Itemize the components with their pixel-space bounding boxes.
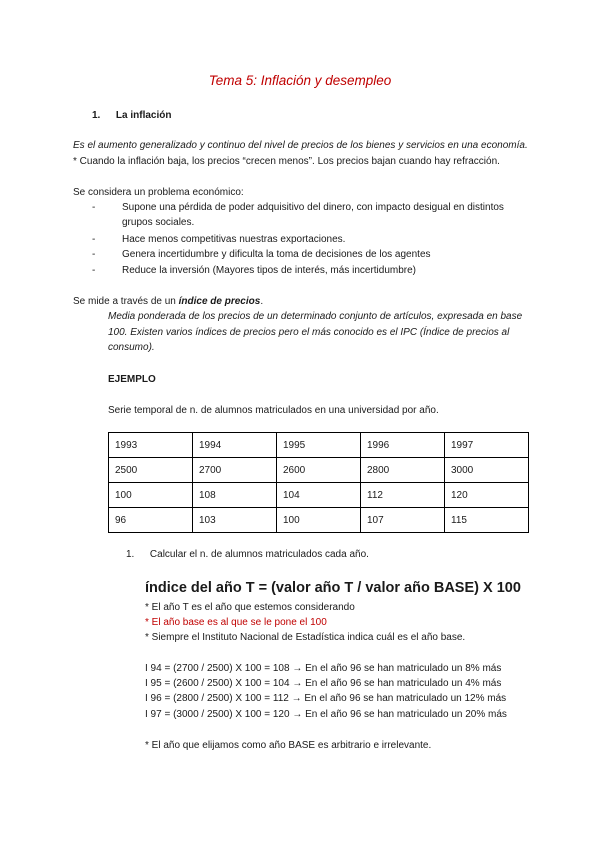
table-row xyxy=(109,458,529,483)
table-cell: 100 xyxy=(277,508,361,533)
list-item: - Supone una pérdida de poder adquisitivo del dinero, con impacto desigual en distintos xyxy=(92,202,504,213)
definition-text: Es el aumento generalizado y continuo del nivel de precios de los bienes y servicios en una economía. xyxy=(73,140,528,151)
table-cell: 108 xyxy=(193,483,277,508)
page-title: Tema 5: Inflación y desempleo xyxy=(208,73,392,88)
list-item-text: Supone una pérdida de poder adquisitivo del dinero, con impacto desigual en distintos xyxy=(122,202,504,213)
list-item-continuation: grupos sociales. xyxy=(122,217,195,228)
table-cell: 1993 xyxy=(109,433,193,458)
table-cell: 1995 xyxy=(277,433,361,458)
problem-intro: Se considera un problema económico: xyxy=(73,187,244,198)
list-item: - Genera incertidumbre y dificulta la toma de decisiones de los agentes xyxy=(92,249,431,260)
note-ine: * Siempre el Instituto Nacional de Estadística indica cuál es el año base. xyxy=(145,632,466,643)
data-table xyxy=(108,432,529,533)
series-caption: Serie temporal de n. de alumnos matriculados en una universidad por año. xyxy=(108,405,439,416)
table-cell: 2700 xyxy=(193,458,277,483)
final-note: * El año que elijamos como año BASE es arbitrario e irrelevante. xyxy=(145,740,432,751)
list-item: - Reduce la inversión (Mayores tipos de interés, más incertidumbre) xyxy=(92,265,417,276)
note-year-t: * El año T es el año que estemos considerando xyxy=(145,602,355,613)
index-definition-line: Media ponderada de los precios de un determinado conjunto de artículos, expresada en base xyxy=(108,311,523,322)
list-item-text: Reduce la inversión (Mayores tipos de interés, más incertidumbre) xyxy=(122,265,417,276)
calculation-line: I 95 = (2600 / 2500) X 100 = 104 → En el año 96 se han matriculado un 4% más xyxy=(145,678,502,689)
table-cell: 104 xyxy=(277,483,361,508)
table-cell: 2500 xyxy=(109,458,193,483)
index-intro xyxy=(73,295,263,309)
index-definition-line: 100. Existen varios índices de precios pero el más conocido es el IPC (Índice de precios al xyxy=(108,327,510,338)
section-heading xyxy=(92,109,171,123)
index-term: índice de precios xyxy=(178,296,261,307)
note-base-year: * El año base es al que se le pone el 100 xyxy=(145,617,327,628)
formula-heading: índice del año T = (valor año T / valor año BASE) X 100 xyxy=(145,580,521,596)
example-heading: EJEMPLO xyxy=(108,374,156,385)
task-text: Calcular el n. de alumnos matriculados cada año. xyxy=(149,549,369,560)
table-cell: 2600 xyxy=(277,458,361,483)
table-cell: 1997 xyxy=(445,433,529,458)
table-cell: 120 xyxy=(445,483,529,508)
table-row xyxy=(109,508,529,533)
table-cell: 107 xyxy=(361,508,445,533)
table-cell: 100 xyxy=(109,483,193,508)
list-item-text: Hace menos competitivas nuestras exportaciones. xyxy=(122,234,346,245)
section-number: 1. xyxy=(92,110,101,121)
index-definition-line: consumo). xyxy=(108,342,155,353)
calculation-line: I 97 = (3000 / 2500) X 100 = 120 → En el año 96 se han matriculado un 20% más xyxy=(145,709,507,720)
note-refraction: * Cuando la inflación baja, los precios “crecen menos”. Los precios bajan cuando hay refracción. xyxy=(73,156,500,167)
table-row xyxy=(109,483,529,508)
table-cell: 103 xyxy=(193,508,277,533)
list-item: - Hace menos competitivas nuestras exportaciones. xyxy=(92,234,346,245)
list-item-text: Genera incertidumbre y dificulta la toma de decisiones de los agentes xyxy=(122,249,431,260)
section-label: La inflación xyxy=(115,110,172,121)
table-row xyxy=(109,433,529,458)
index-intro-suffix: . xyxy=(260,296,264,307)
table-cell: 115 xyxy=(445,508,529,533)
task-number: 1. xyxy=(126,549,135,560)
table-cell: 3000 xyxy=(445,458,529,483)
table-cell: 96 xyxy=(109,508,193,533)
table-cell: 112 xyxy=(361,483,445,508)
table-cell: 1994 xyxy=(193,433,277,458)
table-cell: 2800 xyxy=(361,458,445,483)
calculation-line: I 96 = (2800 / 2500) X 100 = 112 → En el año 96 se han matriculado un 12% más xyxy=(145,693,507,704)
index-intro-prefix: Se mide a través de un xyxy=(73,296,179,307)
task-item xyxy=(126,548,369,562)
calculation-line: I 94 = (2700 / 2500) X 100 = 108 → En el año 96 se han matriculado un 8% más xyxy=(145,663,502,674)
table-cell: 1996 xyxy=(361,433,445,458)
